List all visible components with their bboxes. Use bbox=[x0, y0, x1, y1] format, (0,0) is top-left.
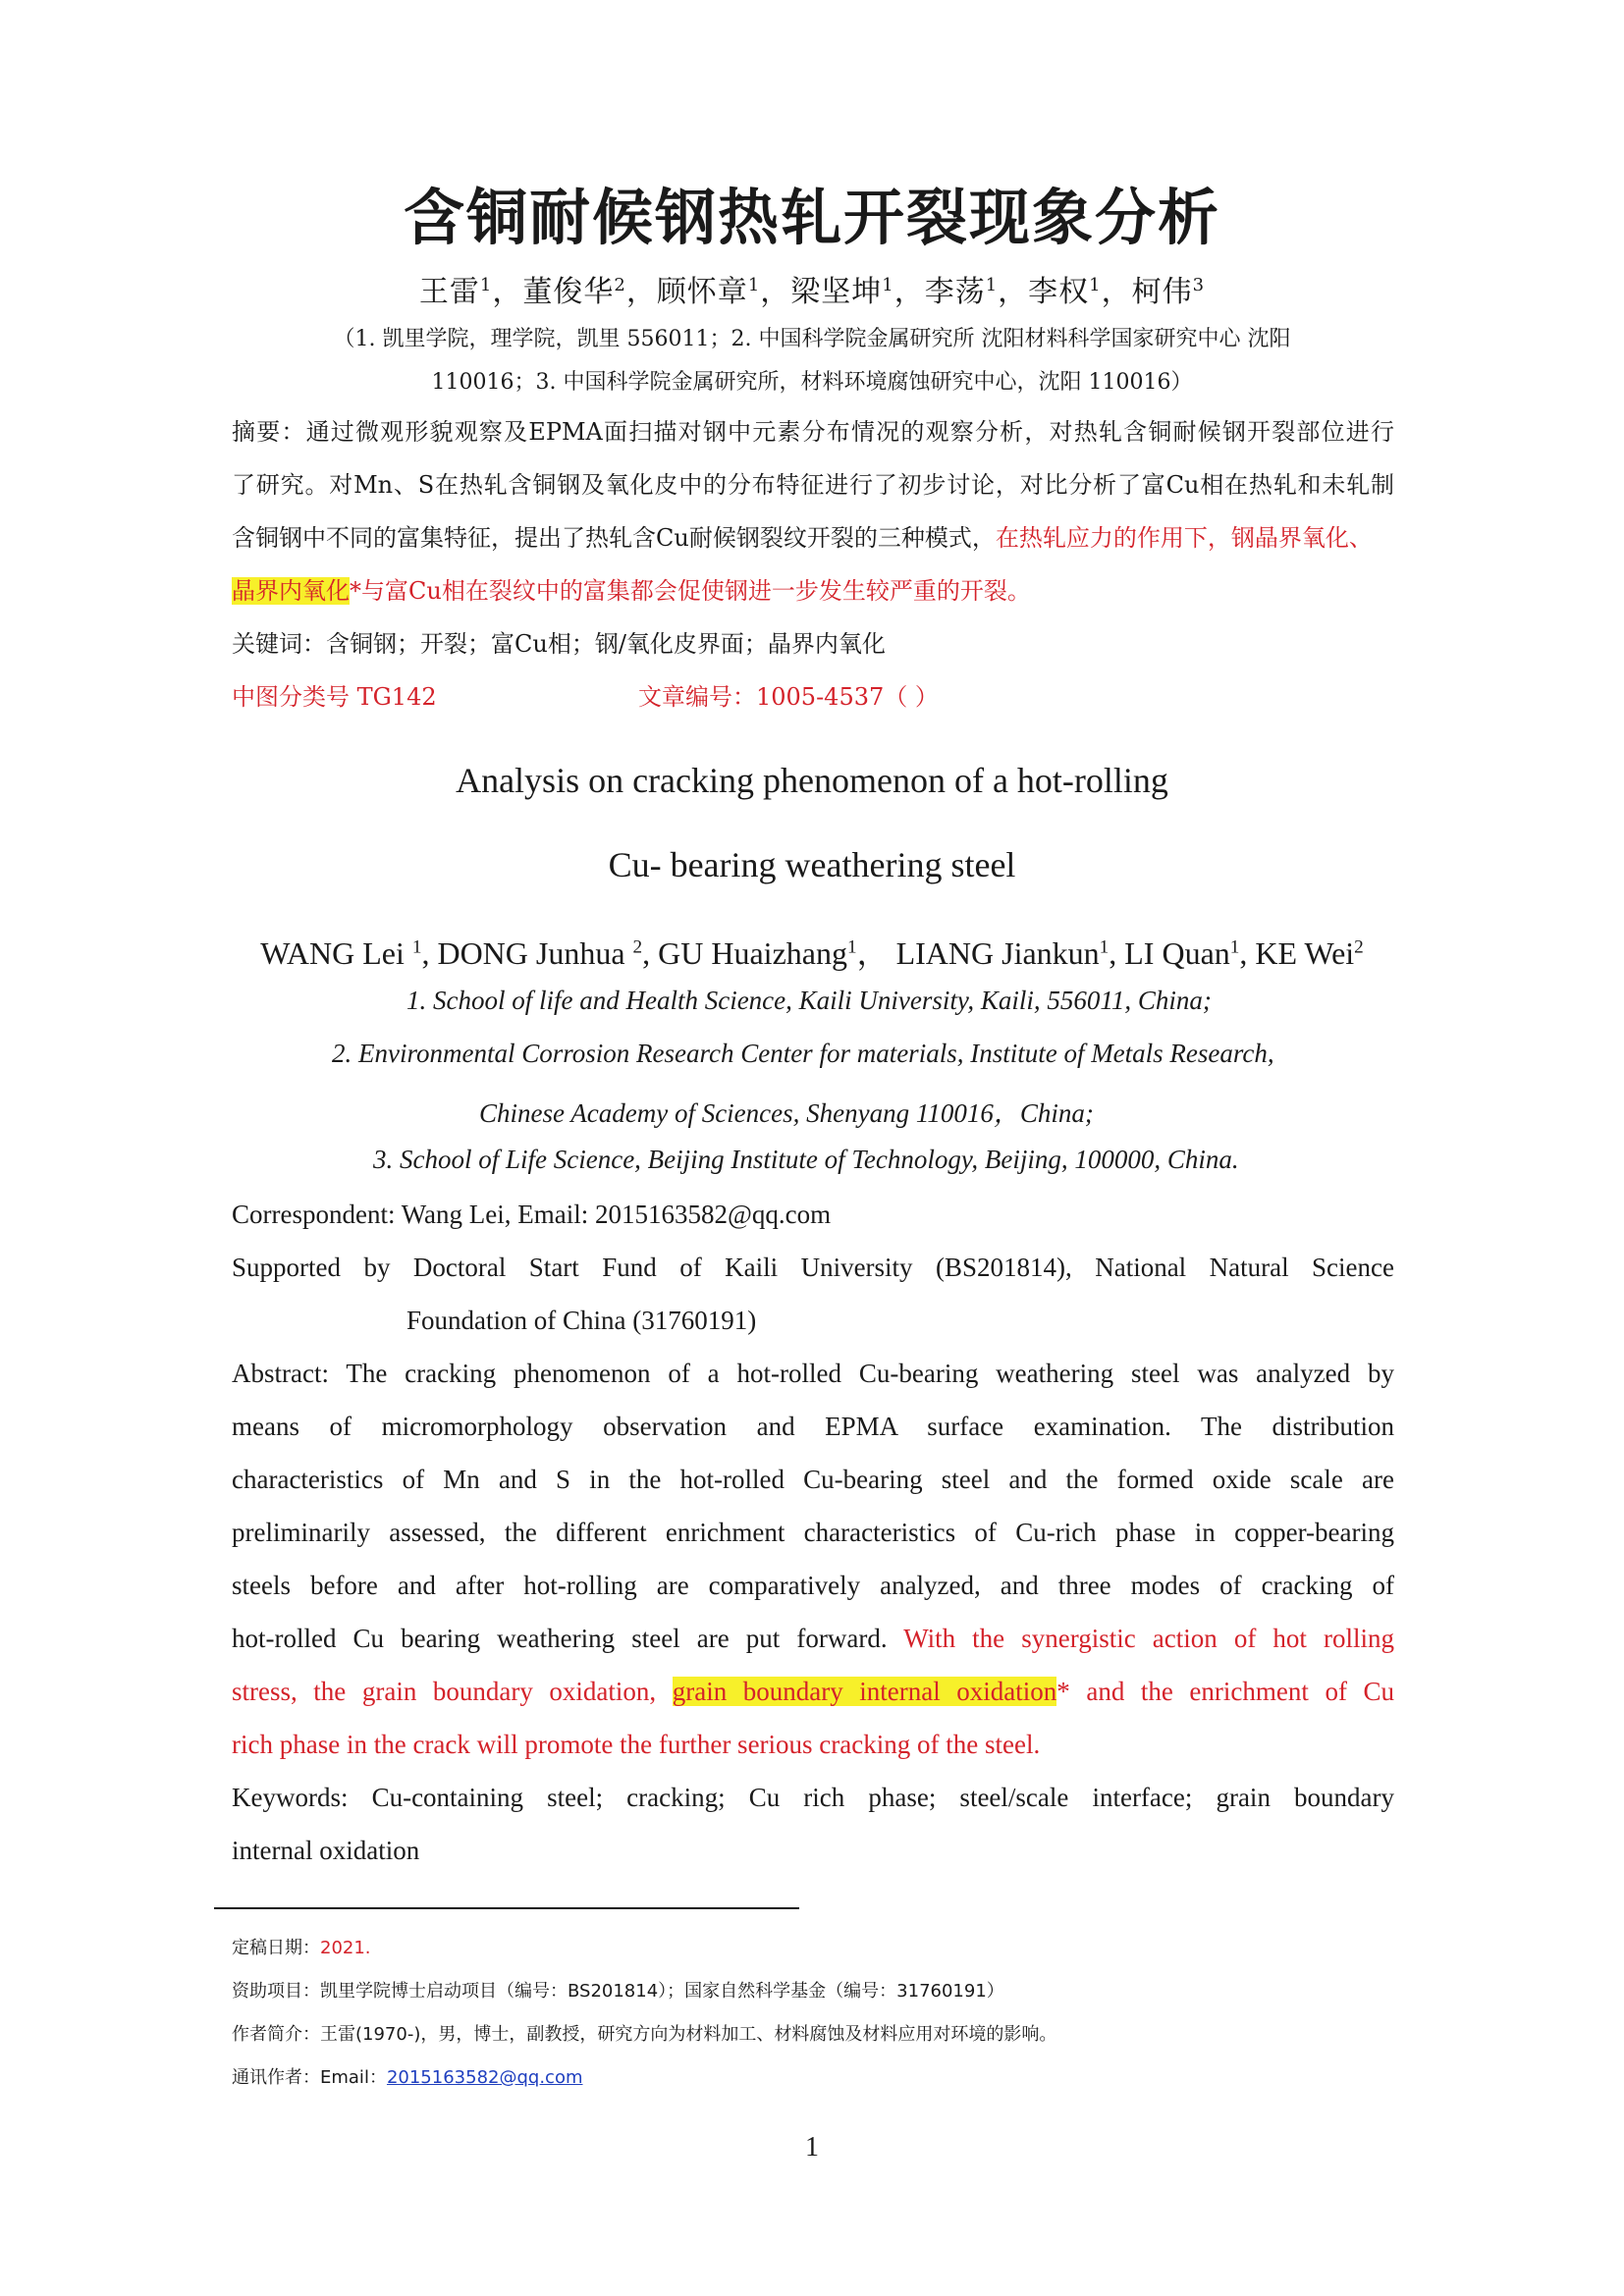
keywords-en-line: Keywords: Cu-containing steel; cracking; Cu rich phase; steel/scale interface; grain boundary bbox=[232, 1783, 1394, 1812]
footnote-author-bio: 作者简介：王雷(1970-)，男，博士，副教授，研究方向为材料加工、材料腐蚀及材料应用对环境的影响。 bbox=[232, 2024, 1057, 2045]
author-cn-name: 王雷 bbox=[418, 275, 480, 309]
author-cn-separator: ， bbox=[998, 275, 1029, 309]
abstract-en-line bbox=[232, 1624, 1394, 1654]
email-link[interactable]: 2015163582@qq.com bbox=[386, 2067, 583, 2088]
author-cn-name: 柯伟 bbox=[1131, 275, 1193, 309]
affiliation-en-line: 3. School of Life Science, Beijing Institute of Technology, Beijing, 100000, China. bbox=[373, 1145, 1239, 1174]
author-en-name: WANG Lei bbox=[260, 935, 412, 971]
author-cn-separator: ， bbox=[893, 275, 925, 309]
abstract-cn-emphasis: *与富Cu相在裂纹中的富集都会促使钢进一步发生较严重的开裂。 bbox=[350, 577, 1031, 605]
author-en-affiliation-mark: 2 bbox=[632, 936, 643, 958]
abstract-cn-line: 了研究。对Mn、S在热轧含铜钢及氧化皮中的分布特征进行了初步讨论，对比分析了富Cu相在热轧和未轧制 bbox=[232, 471, 1394, 499]
funding-en-line: Supported by Doctoral Start Fund of Kaili University (BS201814), National Natural Science bbox=[232, 1253, 1394, 1282]
author-en-affiliation-mark: 1 bbox=[1229, 936, 1240, 958]
author-cn-name: 李荡 bbox=[924, 275, 986, 309]
author-cn-affiliation-mark: 1 bbox=[985, 275, 999, 295]
author-en-affiliation-mark: 2 bbox=[1354, 936, 1364, 958]
footnote-received bbox=[232, 1934, 371, 1959]
abstract-en-emphasis: With the synergistic action of hot rolling bbox=[903, 1624, 1395, 1653]
abstract-en-emphasis: stress, the grain boundary oxidation, bbox=[232, 1677, 673, 1706]
author-en-separator: , bbox=[1239, 935, 1256, 971]
keywords-cn: 关键词：含铜钢；开裂；富Cu相；钢/氧化皮界面；晶界内氧化 bbox=[232, 630, 886, 658]
abstract-en-line: rich phase in the crack will promote the further serious cracking of the steel. bbox=[232, 1730, 1041, 1759]
author-cn-affiliation-mark: 3 bbox=[1192, 275, 1206, 295]
abstract-en-text: hot-rolled Cu bearing weathering steel are put forward. bbox=[232, 1624, 904, 1653]
footnote-contact bbox=[232, 2063, 583, 2089]
keywords-en-line: internal oxidation bbox=[232, 1836, 420, 1865]
abstract-cn-text: 含铜钢中不同的富集特征，提出了热轧含Cu耐候钢裂纹开裂的三种模式， bbox=[232, 524, 996, 552]
title-cn: 含铜耐候钢热轧开裂现象分析 bbox=[403, 182, 1220, 253]
highlighted-term-cn: 晶界内氧化 bbox=[232, 577, 350, 605]
author-en-name: GU Huaizhang bbox=[658, 935, 847, 971]
affiliation-en-line: Chinese Academy of Sciences, Shenyang 110016，China; bbox=[479, 1098, 1094, 1128]
article-number: 文章编号：1005-4537（ ） bbox=[638, 683, 939, 711]
highlighted-term-en: grain boundary internal oxidation bbox=[672, 1677, 1057, 1706]
author-cn-affiliation-mark: 1 bbox=[747, 275, 761, 295]
abstract-en-line: steels before and after hot-rolling are comparatively analyzed, and three modes of cracking of bbox=[232, 1571, 1394, 1600]
abstract-en-line: preliminarily assessed, the different enrichment characteristics of Cu-rich phase in copper-bearing bbox=[232, 1518, 1394, 1547]
author-en-name: LIANG Jiankun bbox=[895, 935, 1100, 971]
author-cn-separator: ， bbox=[760, 275, 791, 309]
author-cn-affiliation-mark: 1 bbox=[882, 275, 894, 295]
affiliation-cn-line: （1. 凯里学院，理学院，凯里 556011；2. 中国科学院金属研究所 沈阳材料科学国家研究中心 沈阳 bbox=[333, 327, 1291, 351]
funding-en-line: Foundation of China (31760191) bbox=[406, 1306, 757, 1335]
footnote-funding: 资助项目：凯里学院博士启动项目（编号：BS201814）；国家自然科学基金（编号：31760191） bbox=[232, 1981, 1004, 2002]
affiliation-en-line: 1. School of life and Health Science, Kaili University, Kaili, 556011, China; bbox=[406, 986, 1212, 1015]
abstract-en-line: Abstract: The cracking phenomenon of a hot-rolled Cu-bearing weathering steel was analyzed by bbox=[232, 1359, 1394, 1388]
author-cn-name: 顾怀章 bbox=[656, 275, 748, 309]
abstract-cn-line bbox=[232, 518, 1394, 553]
author-en-affiliation-mark: 1 bbox=[1099, 936, 1110, 958]
title-en-line: Analysis on cracking phenomenon of a hot-rolling bbox=[456, 761, 1168, 800]
author-cn-separator: ， bbox=[492, 275, 523, 309]
author-en-name: LI Quan bbox=[1124, 935, 1230, 971]
page-number: 1 bbox=[805, 2132, 819, 2163]
abstract-cn-line bbox=[232, 571, 1394, 606]
author-en-separator: , bbox=[1109, 935, 1125, 971]
author-en-name: DONG Junhua bbox=[437, 935, 633, 971]
abstract-cn-line: 摘要：通过微观形貌观察及EPMA面扫描对钢中元素分布情况的观察分析，对热轧含铜耐候钢开裂部位进行 bbox=[232, 418, 1394, 446]
abstract-en-emphasis: * and the enrichment of Cu bbox=[1056, 1677, 1394, 1706]
correspondent: Correspondent: Wang Lei, Email: 2015163582@qq.com bbox=[232, 1200, 832, 1229]
author-cn-name: 梁坚坤 bbox=[790, 275, 883, 309]
author-en-name: KE Wei bbox=[1255, 935, 1355, 971]
author-cn-affiliation-mark: 1 bbox=[1089, 275, 1102, 295]
received-label: 定稿日期： bbox=[232, 1938, 320, 1958]
author-cn-affiliation-mark: 1 bbox=[479, 275, 493, 295]
author-en-affiliation-mark: 1 bbox=[846, 936, 857, 958]
author-cn-separator: ， bbox=[625, 275, 657, 309]
author-cn-separator: ， bbox=[1101, 275, 1132, 309]
abstract-cn-emphasis: 在热轧应力的作用下，钢晶界氧化、 bbox=[995, 524, 1373, 552]
author-en-separator: , bbox=[421, 935, 438, 971]
received-date: 2021. bbox=[320, 1938, 371, 1958]
affiliation-cn-line: 110016；3. 中国科学院金属研究所，材料环境腐蚀研究中心，沈阳 110016） bbox=[431, 370, 1193, 395]
title-en-line: Cu- bearing weathering steel bbox=[608, 845, 1016, 884]
clc-number: 中图分类号 TG142 bbox=[232, 683, 437, 711]
author-cn-name: 董俊华 bbox=[522, 275, 615, 309]
footnote-divider bbox=[214, 1907, 799, 1909]
authors-en bbox=[0, 929, 1624, 974]
contact-label: 通讯作者：Email： bbox=[232, 2067, 387, 2088]
author-cn-name: 李权 bbox=[1028, 275, 1090, 309]
affiliation-en-line: 2. Environmental Corrosion Research Center for materials, Institute of Metals Research, bbox=[332, 1039, 1274, 1068]
author-en-separator: , bbox=[642, 935, 659, 971]
author-en-separator: ， bbox=[856, 935, 896, 971]
abstract-en-line bbox=[232, 1677, 1394, 1707]
authors-cn bbox=[0, 267, 1624, 310]
author-en-affiliation-mark: 1 bbox=[411, 936, 422, 958]
abstract-en-line: means of micromorphology observation and EPMA surface examination. The distribution bbox=[232, 1412, 1394, 1441]
author-cn-affiliation-mark: 2 bbox=[614, 275, 626, 295]
abstract-en-line: characteristics of Mn and S in the hot-rolled Cu-bearing steel and the formed oxide scale are bbox=[232, 1465, 1394, 1494]
